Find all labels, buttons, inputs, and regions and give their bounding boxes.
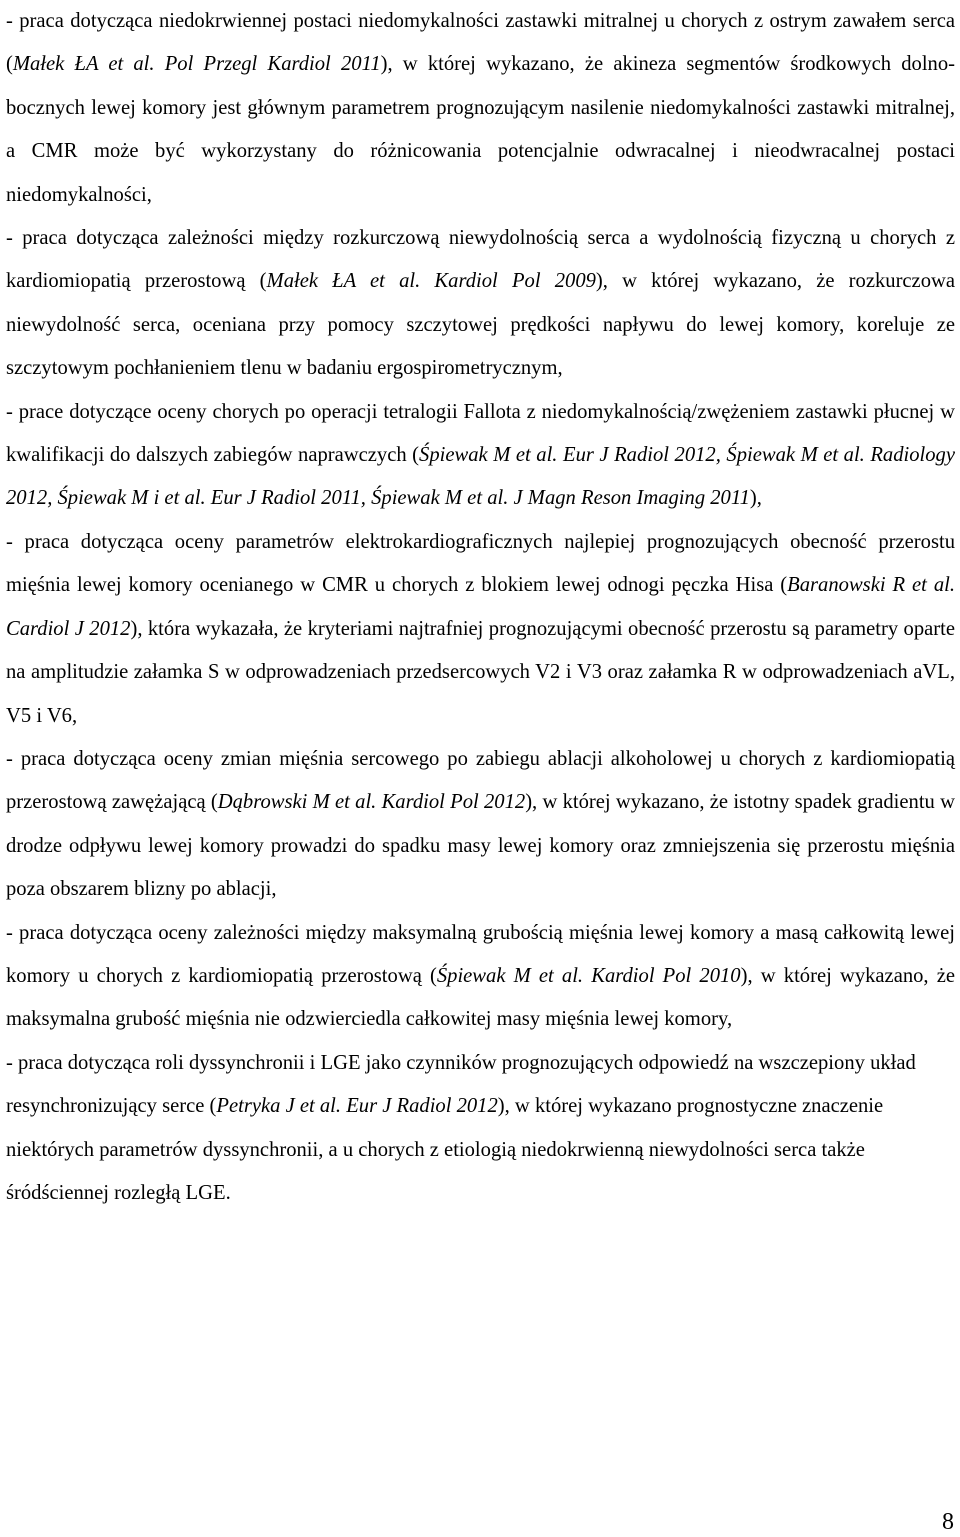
paragraph-text: ), w której wykazano, że akineza segmentów środkowych dolno-bocznych lewej komory jest głównym parametrem prognozującym nasilenie niedomykalności zastawki mitralnej, a CMR może być wykorzystany do różnicowania potencjalnie odwracalnej i nieodwracalnej postaci niedomykalności,: [6, 53, 956, 206]
paragraph-6: [6, 912, 955, 1042]
paragraph-text: ), która wykazała, że kryteriami najtrafniej prognozującymi obecność przerostu są parametry oparte na amplitudzie załamka S w odprowadzeniach przedsercowych V2 i V3 oraz załamka R w odprowadzeniach aVL, V5 i V6,: [6, 617, 955, 727]
citation: Śpiewak M et al. Kardiol Pol 2010: [436, 964, 741, 987]
paragraph-text: - praca dotycząca oceny parametrów elektrokardiograficznych najlepiej prognozujących obecność przerostu mięśnia lewej komory ocenianego w CMR u chorych z blokiem lewej odnogi pęczka Hisa (: [6, 530, 955, 597]
paragraph-3: [6, 391, 955, 521]
page-number: 8: [942, 1509, 954, 1535]
paragraph-1: [6, 0, 955, 217]
paragraph-2: [6, 217, 955, 391]
paragraph-text: - praca dotycząca oceny zależności między maksymalną grubością mięśnia lewej komory a masą całkowitą lewej komory u chorych z kardiomiopatią przerostową (: [6, 921, 955, 987]
paragraph-text: - praca dotycząca roli dyssynchronii i LGE jako czynników prognozujących odpowiedź na wszczepiony układ resynchronizujący serce (: [6, 1051, 916, 1118]
citation: Dąbrowski M et al. Kardiol Pol 2012: [217, 791, 526, 814]
paragraph-text: - praca dotycząca zależności między rozkurczową niewydolnością serca a wydolnością fizyczną u chorych z kardiomiopatią przerostową (: [6, 227, 955, 293]
paragraph-5: [6, 738, 955, 912]
document-body: [6, 0, 955, 1215]
citation: Małek ŁA et al. Kardiol Pol 2009: [266, 270, 596, 293]
paragraph-7: [6, 1042, 955, 1216]
citation: Baranowski R et al. Cardiol J 2012: [6, 574, 955, 640]
citation: Śpiewak M et al. Eur J Radiol 2012, Śpiewak M et al. Radiology 2012, Śpiewak M i et al. Eur J Radiol 2011, Śpiewak M et al. J Magn Reson Imaging 2011: [6, 444, 955, 510]
paragraph-text: ), w której wykazano, że maksymalna grubość mięśnia nie odzwierciedla całkowitej masy mięśnia lewej komory,: [6, 964, 955, 1031]
paragraph-text: ),: [749, 487, 762, 510]
citation: Petryka J et al. Eur J Radiol 2012: [216, 1095, 498, 1118]
paragraph-text: ), w której wykazano, że istotny spadek gradientu w drodze odpływu lewej komory prowadzi do spadku masy lewej komory oraz zmniejszenia się przerostu mięśnia poza obszarem blizny po ablacji,: [6, 791, 955, 901]
paragraph-text: - praca dotycząca niedokrwiennej postaci niedomykalności zastawki mitralnej u chorych z ostrym zawałem serca (: [6, 10, 955, 76]
citation: Małek ŁA et al. Pol Przegl Kardiol 2011: [12, 53, 381, 76]
paragraph-text: ), w której wykazano prognostyczne znaczenie niektórych parametrów dyssynchronii, a u chorych z etiologią niedokrwienną niewydolności serca także śródściennej rozległą LGE.: [6, 1095, 884, 1204]
paragraph-text: ), w której wykazano, że rozkurczowa niewydolność serca, oceniana przy pomocy szczytowej prędkości napływu do lewej komory, koreluje ze szczytowym pochłanieniem tlenu w badaniu ergospirometrycznym,: [6, 270, 956, 380]
paragraph-4: [6, 521, 955, 738]
paragraph-text: - praca dotycząca oceny zmian mięśnia sercowego po zabiegu ablacji alkoholowej u chorych z kardiomiopatią przerostową zawężającą (: [6, 747, 955, 814]
paragraph-text: - prace dotyczące oceny chorych po operacji tetralogii Fallota z niedomykalnością/zwężeniem zastawki płucnej w kwalifikacji do dalszych zabiegów naprawczych (: [6, 400, 955, 467]
